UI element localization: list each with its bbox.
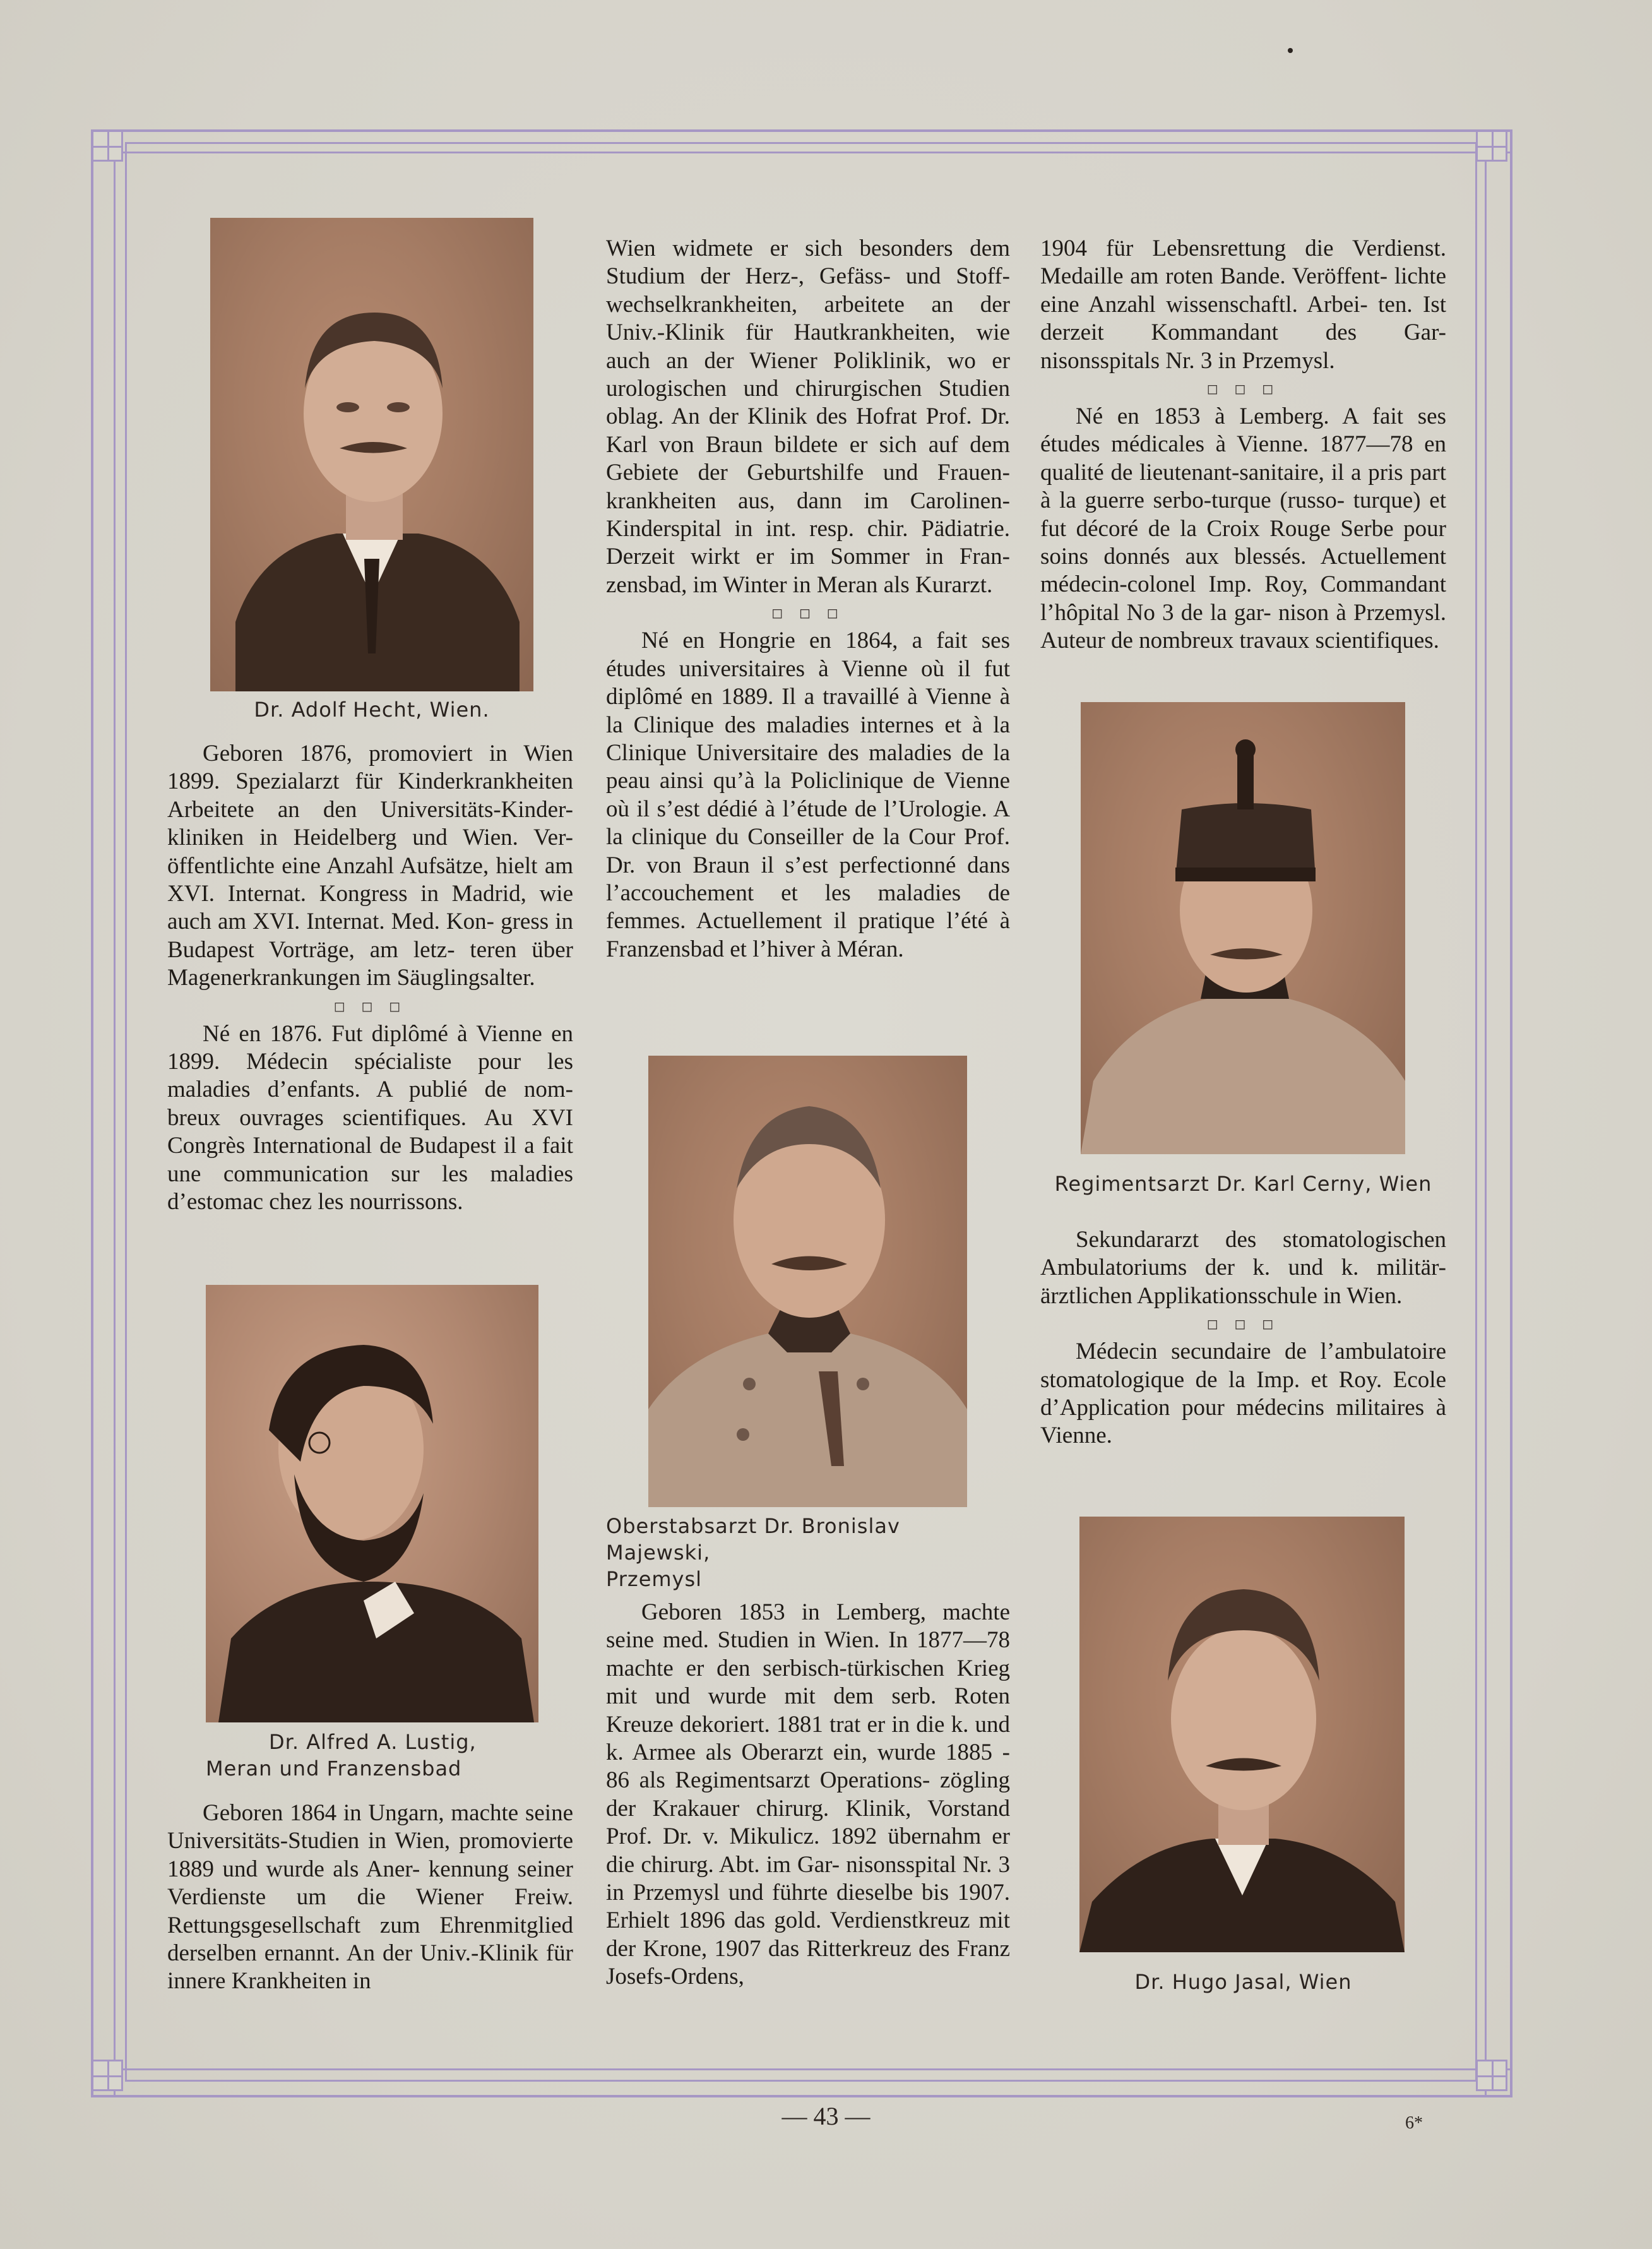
column-3-text-upper (1040, 235, 1446, 655)
text-line: pratique l’été à Franzensbad et l’hiver (606, 908, 1010, 962)
portrait-photo-adolf-hecht (210, 218, 533, 691)
text-line: études médicales à Vienne. 1877—78 en (1040, 431, 1446, 458)
text-line: nisonsspitals Nr. 3 in Przemysl. (1040, 347, 1335, 374)
text-line: Ehrenmitglied derselben ernannt. An der (167, 1912, 573, 1967)
text-line: Geboren 1864 in Ungarn, machte (203, 1800, 519, 1826)
portrait-photo-hugo-jasal (1079, 1517, 1405, 1952)
german-paragraph (606, 235, 1010, 599)
german-paragraph (167, 740, 573, 993)
text-line: Studium der Herz-, Gefäss- und Stoff- (606, 263, 1010, 290)
text-line: diplômé en 1889. Il a travaillé à Vienne (606, 684, 992, 710)
text-line: k. und k. Armee als Oberarzt ein, wurde (606, 1711, 1010, 1766)
text-line: à la Clinique Universitaire des maladies (606, 712, 1011, 766)
text-line: wie auch am XVI. Internat. Med. Kon- (167, 881, 574, 935)
text-line: maladies de femmes. Actuellement il (606, 880, 1010, 934)
section-separator: ◻ ◻ ◻ (1206, 1316, 1280, 1332)
text-line: l’Urologie. A la clinique du Conseiller (606, 796, 1011, 850)
text-line: am XVI. Internat. Kongress in Madrid, (167, 852, 574, 907)
column-3-text-middle (1040, 1226, 1446, 1450)
text-line: kliniken in Heidelberg und Wien. Ver- (167, 825, 573, 851)
text-line: nison à Przemysl. Auteur de nombreux (1040, 599, 1446, 654)
text-line: Geboren 1853 in Lemberg, machte (641, 1599, 1010, 1625)
text-line: 1899. Spezialarzt für Kinderkrankheiten (167, 768, 573, 795)
text-line: qualité de lieutenant-sanitaire, il a pris (1040, 459, 1403, 486)
page-number: — 43 — (781, 2102, 871, 2130)
caption-line: Oberstabsarzt Dr. Bronislav Majewski, (606, 1514, 900, 1565)
text-line: Wien widmete er sich besonders dem (606, 236, 1010, 261)
text-line: Verdienstkreuz mit der Krone, 1907 das (606, 1907, 1010, 1962)
text-line: Univ.-Klinik für Hautkrankheiten, wie (606, 319, 1010, 346)
text-line: ärztlichen Applikationsschule in Wien. (1040, 1282, 1403, 1309)
border-rule-bottom (91, 2068, 1510, 2070)
caption-line: Dr. Alfred A. Lustig, (269, 1730, 477, 1754)
caption-adolf-hecht: Dr. Adolf Hecht, Wien. (254, 698, 490, 722)
text-line: gress in Budapest Vorträge, am letz- (167, 909, 574, 963)
text-line: promovierte 1889 und wurde als Aner- (167, 1828, 573, 1882)
text-line: stomatologique de la Imp. et Roy. Ecole (1040, 1366, 1446, 1393)
text-line: 1885 - 86 als Regimentsarzt Operations- (606, 1739, 1010, 1794)
text-line: breux ouvrages scientifiques. Au XVI (167, 1104, 573, 1131)
text-line: Kinderspital in int. resp. chir. Pädiatrie. (606, 516, 1010, 542)
text-line: à Méran. (821, 936, 904, 962)
text-line: übernahm er die chirurg. Abt. im Gar- (606, 1823, 1010, 1878)
ink-speck (1288, 48, 1293, 53)
text-line: part à la guerre serbo-turque (russo- (1040, 459, 1446, 514)
text-line: Derzeit wirkt er im Sommer in Fran- (606, 544, 1010, 570)
text-line: teren über Magenerkrankungen im (167, 936, 573, 991)
text-line: Sekundararzt des stomatologischen (1076, 1227, 1446, 1253)
printer-signature: 6* (1405, 2113, 1423, 2133)
text-line: Actuellement médecin-colonel Imp. Roy, (1040, 544, 1446, 598)
text-line: à Vienne. (1040, 1395, 1447, 1449)
french-paragraph (167, 1020, 573, 1217)
text-line: mit und wurde mit dem serb. Roten (606, 1683, 1010, 1710)
text-line: Säuglingsalter. (396, 965, 535, 991)
column-2-text-lower (606, 1599, 1010, 1991)
corner-ornament-top-left (92, 130, 123, 162)
text-line: Ambulatoriums der k. und k. militär- (1040, 1255, 1446, 1281)
text-line: perfectionné dans l’accouchement et les (606, 852, 1010, 906)
caption-karl-cerny: Regimentsarzt Dr. Karl Cerny, Wien (1054, 1172, 1432, 1196)
text-line: seine Universitäts-Studien in Wien, (167, 1800, 573, 1854)
text-line: Vorstand Prof. Dr. v. Mikulicz. 1892 (606, 1795, 1010, 1850)
section-separator: ◻ ◻ ◻ (1206, 381, 1280, 397)
french-paragraph (1040, 1338, 1446, 1450)
corner-ornament-top-right (1476, 130, 1507, 162)
text-line: de Vienne où il s’est dédié à l’étude de (606, 768, 1011, 822)
text-line: Né en 1876. Fut diplômé à Vienne (203, 1020, 542, 1047)
text-line: d’estomac chez les nourrissons. (167, 1189, 463, 1215)
german-paragraph (606, 1599, 1010, 1991)
portrait-photo-karl-cerny (1081, 702, 1405, 1154)
text-line: urologischen und chirurgischen Studien (606, 376, 1010, 402)
text-line: kennung seiner Verdienste um die (167, 1856, 574, 1911)
caption-bronislav-majewski (606, 1513, 1010, 1592)
text-line: Congrès International de Budapest il a (167, 1133, 535, 1159)
text-line: Serbe pour soins donnés aux blessés. (1040, 515, 1446, 570)
text-line: à la Clinique des maladies internes et (606, 684, 1011, 738)
section-separator: ◻ ◻ ◻ (771, 605, 845, 621)
border-rule-top (91, 152, 1510, 153)
text-line: dieselbe bis 1907. Erhielt 1896 das gold. (606, 1880, 1011, 1934)
border-rule-right (1485, 129, 1487, 2095)
text-line: Né en 1853 à Lemberg. A fait ses (1076, 403, 1446, 430)
text-line: Geboren 1876, promoviert in Wien (203, 741, 573, 767)
text-line: Kreuze dekoriert. 1881 trat er in die (606, 1711, 945, 1738)
text-line: Arbeitete an den Universitäts-Kinder- (167, 796, 573, 823)
text-line: wechselkrankheiten, arbeitete an der (606, 291, 1010, 318)
text-line: Médecin secundaire de l’ambulatoire (1076, 1339, 1446, 1365)
text-line: zensbad, im Winter in Meran als Kurarzt. (606, 571, 993, 598)
text-line: travaux scientifiques. (1239, 628, 1439, 654)
column-1-text-upper (167, 740, 573, 1217)
text-line: krankheiten aus, dann im Carolinen- (606, 487, 1010, 514)
text-line: Né en Hongrie en 1864, a fait ses (641, 628, 1010, 654)
portrait-photo-alfred-lustig (206, 1285, 538, 1722)
text-line: dem Gebiete der Geburtshilfe und Frauen- (606, 431, 1010, 486)
text-line: ten. Ist derzeit Kommandant des Gar- (1040, 291, 1447, 346)
text-line: nisonsspital Nr. 3 in Przemysl und führte (606, 1851, 1010, 1906)
corner-ornament-bottom-left (92, 2060, 123, 2091)
text-line: fait une communication sur les maladies (167, 1133, 573, 1187)
text-line: lichte eine Anzahl wissenschaftl. Arbei- (1040, 263, 1447, 318)
french-paragraph (606, 627, 1010, 963)
text-line: Wiener Freiw. Rettungsgesellschaft zum (167, 1884, 573, 1938)
text-line: Univ.-Klinik für innere Krankheiten in (167, 1940, 574, 1995)
column-1-text-lower (167, 1799, 573, 1996)
text-line: 1904 für Lebensrettung die Verdienst. (1040, 236, 1446, 261)
caption-alfred-lustig (206, 1729, 572, 1782)
text-line: turque) et fut décoré de la Croix Rouge (1040, 487, 1447, 542)
text-line: auch an der Wiener Poliklinik, wo er (606, 347, 1010, 374)
text-line: maladies d’enfants. A publié de nom- (167, 1077, 573, 1103)
french-paragraph (1040, 403, 1446, 655)
text-line: études universitaires à Vienne où il fut (606, 655, 1010, 682)
caption-hugo-jasal: Dr. Hugo Jasal, Wien (1134, 1970, 1352, 1994)
caption-line: Przemysl (606, 1567, 703, 1591)
text-line: Commandant l’hôpital No 3 de la gar- (1040, 571, 1447, 626)
corner-ornament-bottom-right (1476, 2060, 1507, 2091)
portrait-photo-bronislav-majewski (648, 1056, 967, 1507)
text-line: seine med. Studien in Wien. In 1877—78 (606, 1627, 1010, 1654)
caption-line: Meran und Franzensbad (206, 1757, 462, 1781)
text-line: Ritterkreuz des Franz Josefs-Ordens, (606, 1935, 1011, 1990)
german-paragraph (167, 1799, 573, 1996)
text-line: de la Cour Prof. Dr. von Braun il s’est (606, 824, 1010, 878)
text-line: machte er den serbisch-türkischen Krieg (606, 1655, 1010, 1681)
text-line: öffentlichte eine Anzahl Aufsätze, hielt (167, 852, 538, 879)
text-line: de la peau ainsi qu’à la Policlinique (606, 739, 1010, 794)
german-paragraph (1040, 1226, 1446, 1310)
text-line: Dr. Karl von Braun bildete er sich auf (606, 403, 1011, 458)
column-2-text-upper (606, 235, 1010, 963)
text-line: en 1899. Médecin spécialiste pour les (167, 1020, 573, 1075)
text-line: Medaille am roten Bande. Veröffent- (1040, 263, 1388, 290)
german-paragraph (1040, 235, 1446, 375)
border-rule-left (114, 129, 116, 2095)
text-line: oblag. An der Klinik des Hofrat Prof. (606, 403, 972, 430)
section-separator: ◻ ◻ ◻ (333, 998, 407, 1014)
text-line: zögling der Krakauer chirurg. Klinik, (606, 1767, 1010, 1822)
text-line: d’Application pour médecins militaires (1040, 1395, 1425, 1421)
